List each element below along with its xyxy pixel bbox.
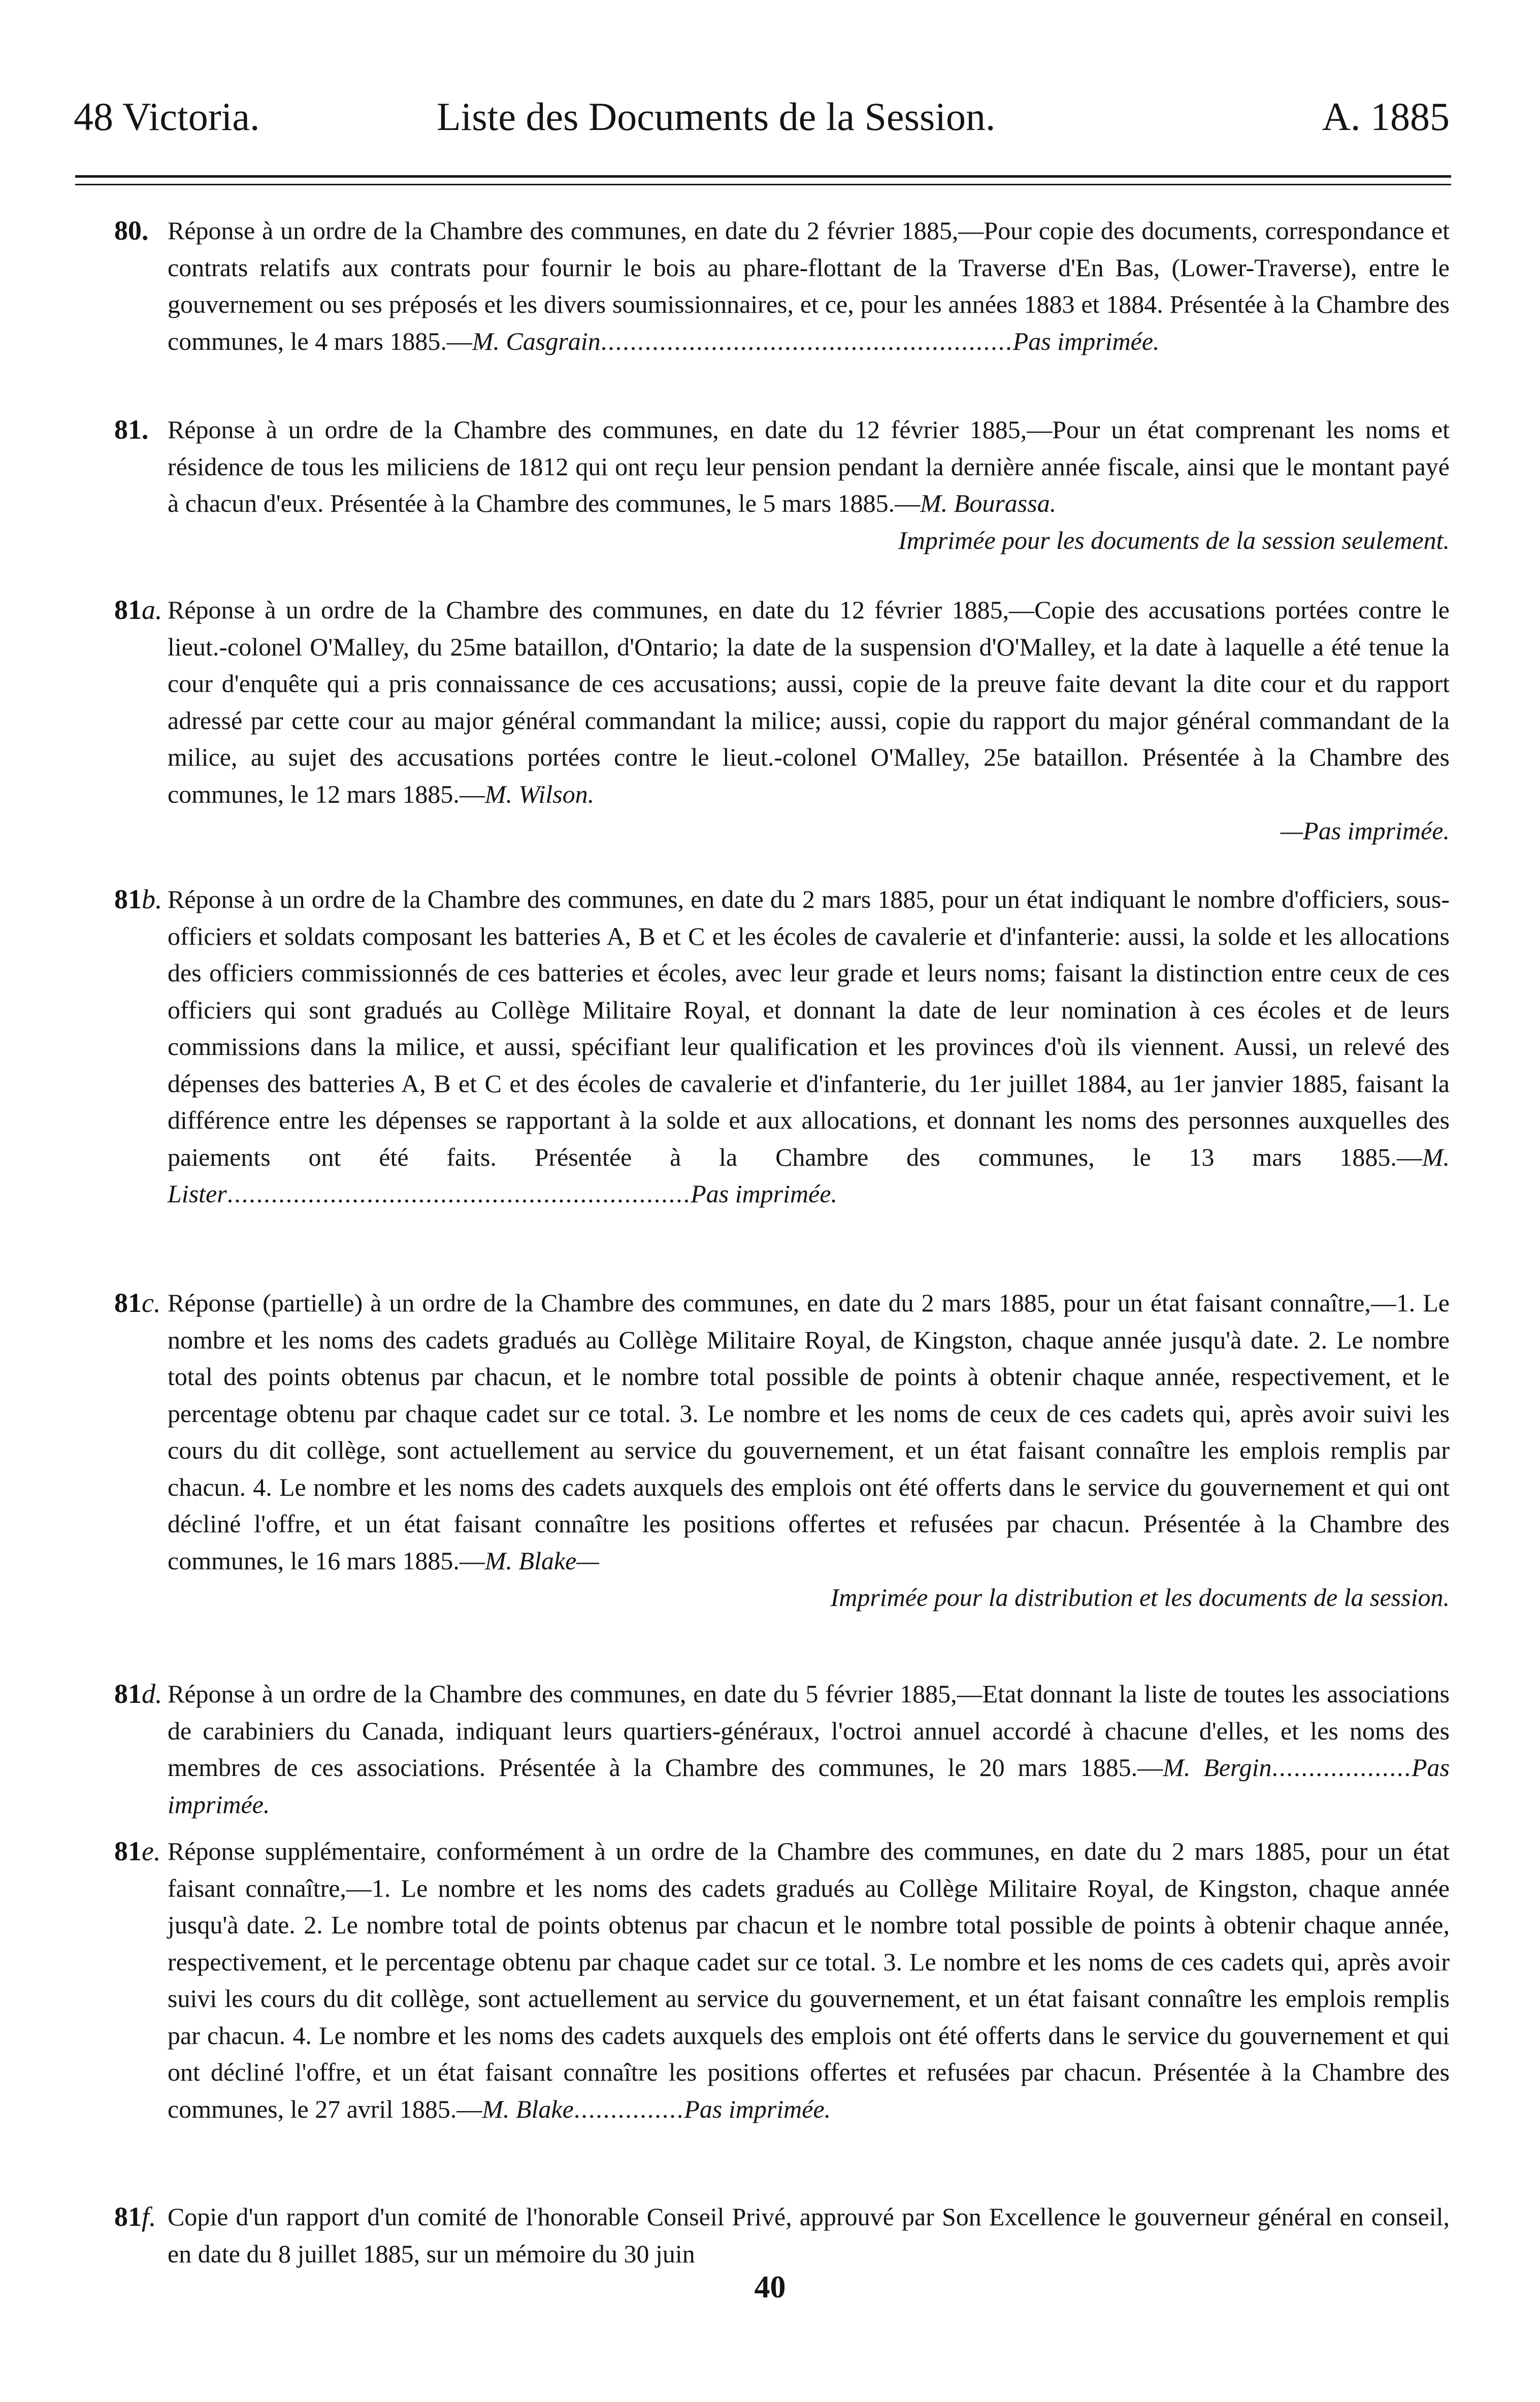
- page-number: 40: [754, 2270, 786, 2305]
- entry-leader: ...............: [573, 2094, 684, 2123]
- entry-text: Réponse (partielle) à un ordre de la Chambre des communes, en date du 2 mars 1885, pour un état faisant connaître,—1. Le nombre et les noms des cadets gradués au Collège Militaire Royal, de Kingston, chaque année jusqu'à date. 2. Le nombre total des points obtenus par chacun, et le nombre total possible de points à obtenir chaque année, respectivement, et le percentage obtenu par chaque cadet sur ce total. 3. Le nombre et les noms de ceux de ces cadets qui, après avoir suivi les cours du dit collège, sont actuellement au service du gouvernement, et un état faisant connaître les emplois remplis par chacun. 4. Le nombre et les noms des cadets auxquels des emplois ont été offerts dans le service du gouvernement et qui ont décliné l'offre, et un état faisant connaître les positions offertes et refusées par chacun. Présentée à la Chambre des communes, le 16 mars 1885.—: [168, 1289, 1450, 1575]
- entry-signature: M. Bergin: [1163, 1753, 1272, 1782]
- entry-number: 81d.: [114, 1679, 162, 1709]
- entry-81: [114, 411, 1450, 558]
- entry-leader: ...............................................................: [226, 1179, 691, 1208]
- entry-81f: [114, 2198, 1450, 2272]
- entry-81b: [114, 881, 1450, 1212]
- entry-number: 81a.: [114, 595, 162, 625]
- entry-number: 81.: [114, 414, 149, 445]
- entry-status: Imprimée pour la distribution et les documents de la session.: [830, 1583, 1450, 1611]
- entry-signature: M. Blake: [482, 2094, 574, 2123]
- entry-number: 81b.: [114, 884, 162, 914]
- entry-signature: M. Casgrain: [472, 326, 601, 355]
- entry-number: 81c.: [114, 1288, 161, 1318]
- entry-80: [114, 212, 1450, 359]
- entry-text: Copie d'un rapport d'un comité de l'honorable Conseil Privé, approuvé par Son Excellence le gouverneur général en conseil, en date du 8 juillet 1885, sur un mémoire du 30 juin: [168, 2202, 1450, 2268]
- entry-leader: ...................: [1271, 1753, 1412, 1782]
- header-title: Liste des Documents de la Session.: [437, 94, 996, 139]
- entry-text: Réponse à un ordre de la Chambre des communes, en date du 2 mars 1885, pour un état indiquant le nombre d'officiers, sous-officiers et soldats composant les batteries A, B et C et les écoles de cavalerie et d'infanterie: aussi, la solde et les allocations des officiers commissionnés de ces batteries et écoles, avec leur grade et leurs noms; faisant la distinction entre ceux de ces officiers qui sont gradués au Collège Militaire Royal, et donnant la date de leur nomination à ces écoles et de leurs commissions dans la milice, et aussi, spécifiant leur qualification et les provinces d'où ils viennent. Aussi, un relevé des dépenses des batteries A, B et C et des écoles de cavalerie et d'infanterie, du 1er juillet 1884, au 1er janvier 1885, faisant la différence entre les dépenses se rapportant à la solde et aux allocations, et donnant les noms des personnes auxquelles des paiements ont été faits. Présentée à la Chambre des communes, le 13 mars 1885.—: [168, 885, 1450, 1171]
- entry-signature: M. Blake—: [484, 1546, 599, 1575]
- entry-text: Réponse à un ordre de la Chambre des communes, en date du 12 février 1885,—Copie des accusations portées contre le lieut.-colonel O'Malley, du 25me bataillon, d'Ontario; la date de la suspension d'O'Malley, et la date à laquelle a été tenue la cour d'enquête qui a pris connaissance de ces accusations; aussi, copie de la preuve faite devant la dite cour et du rapport adressé par cette cour au major général commandant la milice; aussi, copie du rapport du major général commandant de la milice, au sujet des accusations portées contre le lieut.-colonel O'Malley, 25e bataillon. Présentée à la Chambre des communes, le 12 mars 1885.—: [168, 596, 1450, 808]
- header-rule: [75, 175, 1451, 178]
- header-left: 48 Victoria.: [74, 94, 260, 139]
- entry-81a: [114, 591, 1450, 849]
- entry-signature: M. Lister: [168, 1142, 1450, 1208]
- entry-number: 81e.: [114, 1836, 161, 1866]
- entry-number: 80.: [114, 215, 149, 246]
- header-rule-thin: [75, 184, 1451, 185]
- entry-number: 81f.: [114, 2201, 156, 2232]
- entry-text: Réponse supplémentaire, conformément à un ordre de la Chambre des communes, en date du 2 mars 1885, pour un état faisant connaître,—1. Le nombre et les noms des cadets gradués au Collège Militaire Royal, de Kingston, chaque année jusqu'à date. 2. Le nombre total de points obtenus par chacun et le nombre total possible de points à obtenir chaque année, respectivement, et le percentage obtenu par chaque cadet sur ce total. 3. Le nombre et les noms de ces cadets qui, après avoir suivi les cours du dit collège, sont actuellement au service du gouvernement, et un état faisant connaître les emplois remplis par chacun. 4. Le nombre et les noms des cadets auxquels des emplois ont été offerts dans le service du gouvernement et qui ont décliné l'offre, et un état faisant connaître les positions offertes et refusées par chacun. Présentée à la Chambre des communes, le 27 avril 1885.—: [168, 1837, 1450, 2123]
- entry-status: Pas imprimée.: [168, 1753, 1450, 1819]
- entry-signature: M. Bourassa.: [920, 489, 1057, 517]
- entry-81c: [114, 1285, 1450, 1616]
- entry-status: Pas imprimée.: [1012, 326, 1160, 355]
- entry-text: Réponse à un ordre de la Chambre des communes, en date du 2 février 1885,—Pour copie des documents, correspondance et contrats relatifs aux contrats pour fournir le bois au phare-flottant de la Traverse d'En Bas, (Lower-Traverse), entre le gouvernement ou ses préposés et les divers soumissionnaires, et ce, pour les années 1883 et 1884. Présentée à la Chambre des communes, le 4 mars 1885.—: [168, 216, 1450, 355]
- entry-81e: [114, 1833, 1450, 2127]
- entry-81d: [114, 1675, 1450, 1823]
- entry-status: Imprimée pour les documents de la session seulement.: [898, 525, 1450, 554]
- entry-text: Réponse à un ordre de la Chambre des communes, en date du 12 février 1885,—Pour un état comprenant les noms et résidence de tous les miliciens de 1812 qui ont reçu leur pension pendant la dernière année fiscale, ainsi que le montant payé à chacun d'eux. Présentée à la Chambre des communes, le 5 mars 1885.—: [168, 415, 1450, 517]
- entry-status: Pas imprimée.: [691, 1179, 838, 1208]
- entry-signature: M. Wilson.: [484, 779, 595, 808]
- header-right: A. 1885: [1322, 94, 1450, 139]
- entry-status: Pas imprimée.: [684, 2094, 831, 2123]
- entry-leader: ........................................................: [600, 326, 1013, 355]
- entry-text: Réponse à un ordre de la Chambre des communes, en date du 5 février 1885,—Etat donnant la liste de toutes les associations de carabiniers du Canada, indiquant leurs quartiers-généraux, l'octroi annuel accordé à chacune d'elles, et les noms des membres de ces associations. Présentée à la Chambre des communes, le 20 mars 1885.—: [168, 1680, 1450, 1782]
- entry-status: —Pas imprimée.: [1280, 816, 1450, 845]
